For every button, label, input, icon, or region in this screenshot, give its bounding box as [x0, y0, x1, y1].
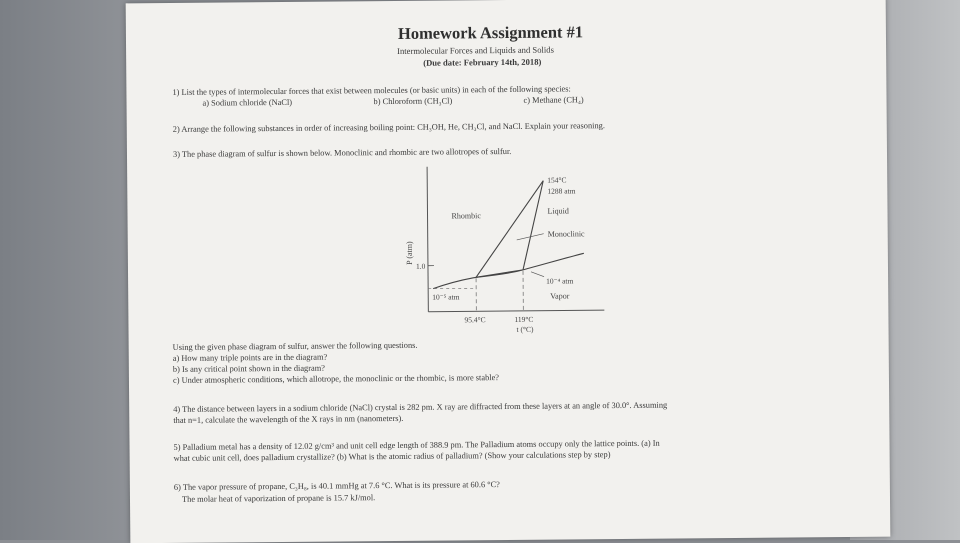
question-3b: b) Is any critical point shown in the diagram? — [173, 364, 325, 375]
question-4-line-1: 4) The distance between layers in a sodium chloride (NaCl) crystal is 282 pm. X ray are diffracted from these layers at an angle of 30.0°. Assuming — [173, 401, 667, 415]
rhombic-liquid-curve — [475, 181, 544, 278]
rhombic-monoclinic-curve — [476, 270, 523, 277]
region-vapor: Vapor — [550, 291, 570, 300]
tick-label-1: 1.0 — [416, 262, 426, 271]
document-subtitle: Intermolecular Forces and Liquids and Solids — [397, 45, 554, 56]
question-3-intro: Using the given phase diagram of sulfur, answer the following questions. — [173, 341, 418, 353]
x-axis — [428, 310, 604, 312]
question-6-line-2: The molar heat of vaporization of propane is 15.7 kJ/mol. — [182, 493, 375, 505]
question-1c: c) Methane (CH₄) — [523, 95, 583, 106]
label-t1: 95.4°C — [464, 315, 485, 324]
question-5-line-1: 5) Palladium metal has a density of 12.02 g/cm³ and unit cell edge length of 388.9 pm. The Palladium atoms occupy only the lattice points. (a) In — [173, 439, 659, 453]
question-1: 1) List the types of intermolecular forces that exist between molecules (or basic units) in each of the following species: — [172, 84, 570, 97]
background-left — [0, 0, 130, 540]
label-t2: 119°C — [514, 315, 533, 324]
sulfur-phase-diagram — [385, 159, 612, 336]
question-3a: a) How many triple points are in the diagram? — [173, 353, 328, 364]
point-top-temperature: 154°C — [547, 175, 566, 184]
question-1a: a) Sodium chloride (NaCl) — [202, 98, 292, 109]
y-axis-label: P (atm) — [405, 241, 414, 265]
question-6-line-1: 6) The vapor pressure of propane, C₃H₈, is 40.1 mmHg at 7.6 °C. What is its pressure at 60.6 °C? — [174, 480, 500, 493]
question-5-line-2: what cubic unit cell, does palladium crystallize? (b) What is the atomic radius of palladium? (Show your calculations step by step) — [174, 450, 611, 464]
label-low-pressure-2: 10⁻⁴ atm — [546, 276, 573, 285]
document-title: Homework Assignment #1 — [398, 23, 583, 43]
assignment-sheet — [126, 0, 891, 543]
question-3c: c) Under atmospheric conditions, which allotrope, the monoclinic or the rhombic, is more stable? — [173, 373, 499, 386]
question-2: 2) Arrange the following substances in order of increasing boiling point: CH₃OH, He, CH₃Cl, and NaCl. Explain your reasoning. — [173, 121, 605, 135]
label-low-pressure-1: 10⁻⁵ atm — [432, 292, 459, 301]
monoclinic-liquid-curve — [522, 181, 544, 270]
region-monoclinic: Monoclinic — [548, 229, 585, 238]
leader-lower — [531, 272, 544, 277]
region-rhombic: Rhombic — [451, 211, 481, 220]
question-3: 3) The phase diagram of sulfur is shown below. Monoclinic and rhombic are two allotropes of sulfur. — [173, 147, 511, 160]
due-date: (Due date: February 14th, 2018) — [423, 57, 541, 68]
point-top-pressure: 1288 atm — [547, 186, 575, 195]
region-liquid: Liquid — [547, 206, 568, 215]
question-4-line-2: that n=1, calculate the wavelength of the X rays in nm (nanometers). — [173, 414, 403, 426]
y-axis — [427, 167, 428, 312]
question-1b: b) Chloroform (CH₃Cl) — [373, 96, 452, 107]
x-axis-label: t (°C) — [516, 325, 534, 334]
